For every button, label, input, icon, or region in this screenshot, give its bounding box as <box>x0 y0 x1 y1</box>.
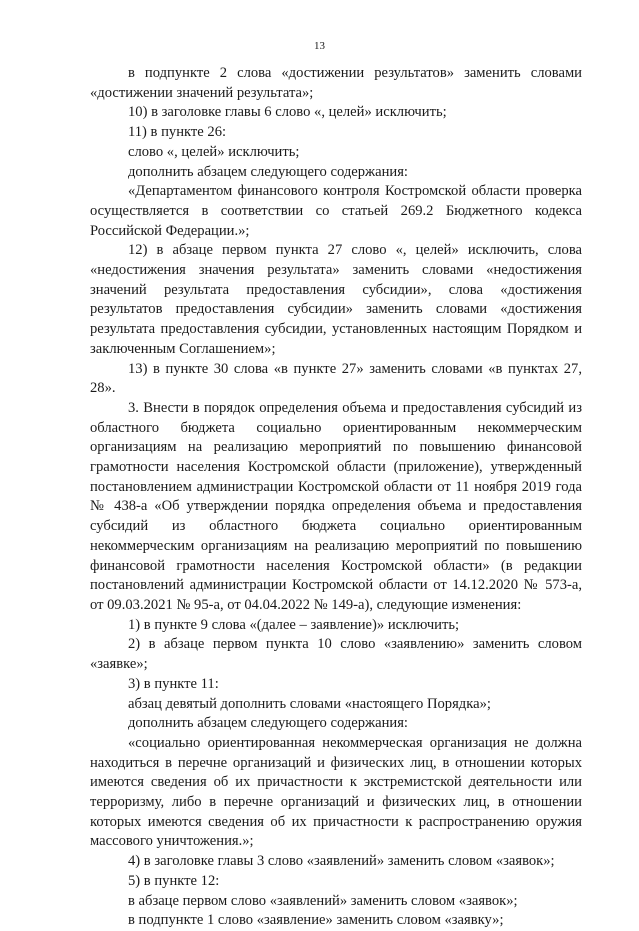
paragraph-12: 3) в пункте 11: <box>128 675 219 692</box>
paragraph-1: в подпункте 2 слова «достижении результатов» заменить словами «достижении значений результата»; <box>90 65 582 101</box>
paragraph-2: 10) в заголовке главы 6 слово «, целей» исключить; <box>128 104 447 121</box>
paragraph-4: слово «, целей» исключить; <box>128 143 300 160</box>
document-body <box>90 64 582 931</box>
paragraph-14: дополнить абзацем следующего содержания: <box>128 715 408 732</box>
paragraph-6: «Департаментом финансового контроля Костромской области проверка осуществляется в соответствии со статьей 269.2 Бюджетного кодекса Российской Федерации.»; <box>90 183 582 239</box>
paragraph-17: 5) в пункте 12: <box>128 872 220 889</box>
paragraph-7: 12) в абзаце первом пункта 27 слово «, целей» исключить, слова «недостижения значения результата» заменить словами «недостижения значений результата предоставления субсидии», слова «достижения результатов предоставления субсидии» заменить словами «достижения результата предоставления субсидии, установленных настоящим Порядком и заключенным Соглашением»; <box>90 242 582 357</box>
paragraph-11: 2) в абзаце первом пункта 10 слово «заявлению» заменить словом «заявке»; <box>90 636 582 673</box>
paragraph-9: 3. Внести в порядок определения объема и предоставления субсидий из областного бюджета социально ориентированным некоммерческим организациям на реализацию мероприятий по повышению финансовой грамотности населения Костромской области (приложение), утвержденный постановлением администрации Костромской области от 11 ноября 2019 года № 438-а «Об утверждении порядка определения объема и предоставления субсидий из областного бюджета социально ориентированным некоммерческим организациям на реализацию мероприятий по повышению финансовой грамотности населения Костромской области» (в редакции постановлений администрации Костромской области от 14.12.2020 № 573-а, от 09.03.2021 № 95-а, от 04.04.2022 № 149-а), следующие изменения: <box>90 399 582 613</box>
page-number: 13 <box>314 40 325 52</box>
paragraph-3: 11) в пункте 26: <box>128 124 227 141</box>
paragraph-16: 4) в заголовке главы 3 слово «заявлений» заменить словом «заявок»; <box>128 853 555 870</box>
paragraph-19: в подпункте 1 слово «заявление» заменить словом «заявку»; <box>128 912 504 929</box>
paragraph-13: абзац девятый дополнить словами «настоящего Порядка»; <box>128 695 491 712</box>
paragraph-8: 13) в пункте 30 слова «в пункте 27» заменить словами «в пунктах 27, 28». <box>90 360 582 397</box>
paragraph-15: «социально ориентированная некоммерческая организация не должна находиться в перечне организаций и физических лиц, в отношении которых имеются сведения об их причастности к экстремистской деятельности или терроризму, либо в перечне организаций и физических лиц, в отношении которых имеются сведения об их причастности к распространению оружия массового уничтожения.»; <box>90 734 582 850</box>
paragraph-18: в абзаце первом слово «заявлений» заменить словом «заявок»; <box>128 892 518 909</box>
paragraph-10: 1) в пункте 9 слова «(далее – заявление)» исключить; <box>128 616 460 633</box>
paragraph-5: дополнить абзацем следующего содержания: <box>128 163 408 180</box>
